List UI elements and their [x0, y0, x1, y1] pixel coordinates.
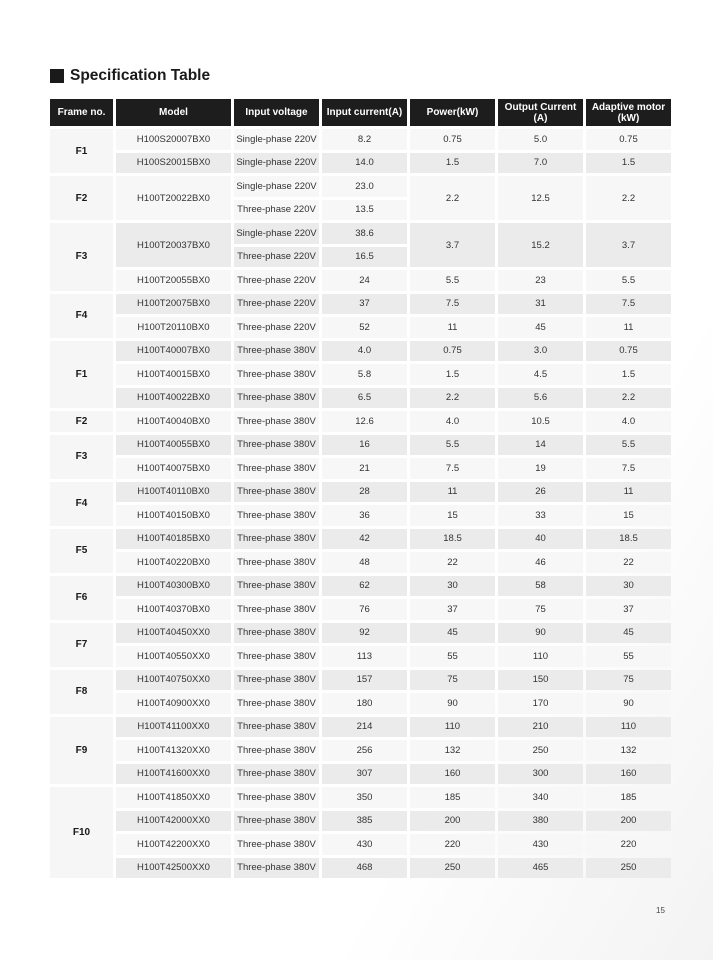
output-cell: 26: [498, 482, 583, 503]
power-cell: 1.5: [410, 364, 495, 385]
motor-cell: 200: [586, 811, 671, 832]
voltage-cell: Single-phase 220V: [234, 176, 319, 197]
table-row: [50, 552, 671, 573]
table-row: [50, 435, 671, 456]
model-cell: H100T20110BX0: [116, 317, 231, 338]
current-cell: 62: [322, 576, 407, 597]
motor-cell: 0.75: [586, 129, 671, 150]
header-frame: Frame no.: [50, 99, 113, 126]
motor-cell: 11: [586, 317, 671, 338]
model-cell: H100T40900XX0: [116, 693, 231, 714]
current-cell: 8.2: [322, 129, 407, 150]
frame-cell: F3: [50, 223, 113, 291]
table-row: [50, 858, 671, 879]
motor-cell: 37: [586, 599, 671, 620]
table-header-row: [50, 99, 671, 126]
power-cell: 22: [410, 552, 495, 573]
power-cell: 110: [410, 717, 495, 738]
current-cell: 16.5: [322, 247, 407, 268]
power-cell: 0.75: [410, 129, 495, 150]
model-cell: H100T40370BX0: [116, 599, 231, 620]
section-heading: [50, 66, 210, 86]
table-row: [50, 270, 671, 291]
voltage-cell: Three-phase 380V: [234, 458, 319, 479]
model-cell: H100T40040BX0: [116, 411, 231, 432]
current-cell: 5.8: [322, 364, 407, 385]
output-cell: 46: [498, 552, 583, 573]
frame-cell: F4: [50, 294, 113, 338]
motor-cell: 11: [586, 482, 671, 503]
model-cell: H100T40450XX0: [116, 623, 231, 644]
table-row: [50, 153, 671, 174]
model-cell: H100T41320XX0: [116, 740, 231, 761]
table-row: [50, 317, 671, 338]
current-cell: 37: [322, 294, 407, 315]
motor-cell: 7.5: [586, 458, 671, 479]
motor-cell: 45: [586, 623, 671, 644]
current-cell: 350: [322, 787, 407, 808]
power-cell: 160: [410, 764, 495, 785]
power-cell: 0.75: [410, 341, 495, 362]
motor-cell: 1.5: [586, 364, 671, 385]
output-cell: 150: [498, 670, 583, 691]
current-cell: 113: [322, 646, 407, 667]
motor-cell: 30: [586, 576, 671, 597]
page-title: Specification Table: [70, 67, 211, 84]
model-cell: H100T40750XX0: [116, 670, 231, 691]
power-cell: 30: [410, 576, 495, 597]
output-cell: 58: [498, 576, 583, 597]
power-cell: 5.5: [410, 435, 495, 456]
current-cell: 6.5: [322, 388, 407, 409]
power-cell: 90: [410, 693, 495, 714]
power-cell: 11: [410, 317, 495, 338]
output-cell: 14: [498, 435, 583, 456]
motor-cell: 90: [586, 693, 671, 714]
motor-cell: 2.2: [586, 388, 671, 409]
table-row: [50, 811, 671, 832]
motor-cell: 0.75: [586, 341, 671, 362]
frame-cell: F5: [50, 529, 113, 573]
voltage-cell: Three-phase 220V: [234, 317, 319, 338]
power-cell: 4.0: [410, 411, 495, 432]
power-cell: 55: [410, 646, 495, 667]
output-cell: 10.5: [498, 411, 583, 432]
frame-cell: F10: [50, 787, 113, 878]
voltage-cell: Single-phase 220V: [234, 223, 319, 244]
header-output-current: Output Current (A): [498, 99, 583, 126]
model-cell: H100T40075BX0: [116, 458, 231, 479]
model-cell: H100T40055BX0: [116, 435, 231, 456]
motor-cell: 55: [586, 646, 671, 667]
output-cell: 465: [498, 858, 583, 879]
voltage-cell: Three-phase 380V: [234, 717, 319, 738]
table-row: [50, 388, 671, 409]
current-cell: 36: [322, 505, 407, 526]
output-cell: 5.6: [498, 388, 583, 409]
output-cell: 210: [498, 717, 583, 738]
model-cell: H100T40220BX0: [116, 552, 231, 573]
motor-cell: 75: [586, 670, 671, 691]
frame-cell: F9: [50, 717, 113, 785]
motor-cell: 22: [586, 552, 671, 573]
voltage-cell: Three-phase 380V: [234, 811, 319, 832]
output-cell: 40: [498, 529, 583, 550]
power-cell: 45: [410, 623, 495, 644]
voltage-cell: Three-phase 380V: [234, 834, 319, 855]
output-cell: 15.2: [498, 223, 583, 267]
current-cell: 52: [322, 317, 407, 338]
motor-cell: 132: [586, 740, 671, 761]
model-cell: H100T41100XX0: [116, 717, 231, 738]
voltage-cell: Three-phase 380V: [234, 599, 319, 620]
power-cell: 7.5: [410, 294, 495, 315]
power-cell: 200: [410, 811, 495, 832]
model-cell: H100T40110BX0: [116, 482, 231, 503]
motor-cell: 3.7: [586, 223, 671, 267]
table-row: [50, 341, 671, 362]
output-cell: 33: [498, 505, 583, 526]
output-cell: 380: [498, 811, 583, 832]
voltage-cell: Three-phase 380V: [234, 693, 319, 714]
model-cell: H100T40150BX0: [116, 505, 231, 526]
table-row: [50, 670, 671, 691]
current-cell: 38.6: [322, 223, 407, 244]
motor-cell: 4.0: [586, 411, 671, 432]
power-cell: 2.2: [410, 388, 495, 409]
current-cell: 23.0: [322, 176, 407, 197]
power-cell: 1.5: [410, 153, 495, 174]
model-cell: H100T20075BX0: [116, 294, 231, 315]
output-cell: 19: [498, 458, 583, 479]
output-cell: 12.5: [498, 176, 583, 220]
frame-cell: F8: [50, 670, 113, 714]
model-cell: H100T40185BX0: [116, 529, 231, 550]
power-cell: 250: [410, 858, 495, 879]
current-cell: 21: [322, 458, 407, 479]
frame-cell: F3: [50, 435, 113, 479]
table-row: [50, 364, 671, 385]
table-row: [50, 294, 671, 315]
current-cell: 385: [322, 811, 407, 832]
voltage-cell: Single-phase 220V: [234, 153, 319, 174]
current-cell: 4.0: [322, 341, 407, 362]
motor-cell: 1.5: [586, 153, 671, 174]
table-row: [50, 764, 671, 785]
header-input-voltage: Input voltage: [234, 99, 319, 126]
output-cell: 90: [498, 623, 583, 644]
output-cell: 110: [498, 646, 583, 667]
table-row: [50, 834, 671, 855]
output-cell: 170: [498, 693, 583, 714]
voltage-cell: Three-phase 380V: [234, 858, 319, 879]
motor-cell: 185: [586, 787, 671, 808]
motor-cell: 220: [586, 834, 671, 855]
header-power: Power(kW): [410, 99, 495, 126]
output-cell: 75: [498, 599, 583, 620]
voltage-cell: Single-phase 220V: [234, 129, 319, 150]
page-number: 15: [656, 906, 665, 915]
motor-cell: 15: [586, 505, 671, 526]
frame-cell: F4: [50, 482, 113, 526]
voltage-cell: Three-phase 380V: [234, 364, 319, 385]
table-row: [50, 529, 671, 550]
table-row: [50, 623, 671, 644]
model-cell: H100T42000XX0: [116, 811, 231, 832]
output-cell: 7.0: [498, 153, 583, 174]
voltage-cell: Three-phase 380V: [234, 740, 319, 761]
voltage-cell: Three-phase 380V: [234, 505, 319, 526]
voltage-cell: Three-phase 220V: [234, 200, 319, 221]
output-cell: 45: [498, 317, 583, 338]
current-cell: 468: [322, 858, 407, 879]
model-cell: H100T40007BX0: [116, 341, 231, 362]
voltage-cell: Three-phase 380V: [234, 552, 319, 573]
frame-cell: F1: [50, 129, 113, 173]
motor-cell: 110: [586, 717, 671, 738]
table-row: [50, 693, 671, 714]
table-row: [50, 458, 671, 479]
power-cell: 18.5: [410, 529, 495, 550]
model-cell: H100T40015BX0: [116, 364, 231, 385]
current-cell: 214: [322, 717, 407, 738]
model-cell: H100S20007BX0: [116, 129, 231, 150]
model-cell: H100T20022BX0: [116, 176, 231, 220]
current-cell: 28: [322, 482, 407, 503]
motor-cell: 18.5: [586, 529, 671, 550]
current-cell: 307: [322, 764, 407, 785]
specification-table: [47, 96, 674, 881]
table-row: [50, 482, 671, 503]
table-row: [50, 129, 671, 150]
frame-cell: F6: [50, 576, 113, 620]
voltage-cell: Three-phase 220V: [234, 247, 319, 268]
voltage-cell: Three-phase 380V: [234, 764, 319, 785]
model-cell: H100T41600XX0: [116, 764, 231, 785]
table-row: [50, 646, 671, 667]
table-row: [50, 176, 671, 197]
current-cell: 157: [322, 670, 407, 691]
model-cell: H100T20055BX0: [116, 270, 231, 291]
current-cell: 13.5: [322, 200, 407, 221]
model-cell: H100T42200XX0: [116, 834, 231, 855]
voltage-cell: Three-phase 220V: [234, 270, 319, 291]
current-cell: 430: [322, 834, 407, 855]
voltage-cell: Three-phase 380V: [234, 670, 319, 691]
current-cell: 48: [322, 552, 407, 573]
current-cell: 92: [322, 623, 407, 644]
model-cell: H100T40022BX0: [116, 388, 231, 409]
model-cell: H100T40300BX0: [116, 576, 231, 597]
motor-cell: 7.5: [586, 294, 671, 315]
output-cell: 250: [498, 740, 583, 761]
power-cell: 7.5: [410, 458, 495, 479]
model-cell: H100S20015BX0: [116, 153, 231, 174]
header-adaptive-motor: Adaptive motor (kW): [586, 99, 671, 126]
current-cell: 180: [322, 693, 407, 714]
power-cell: 15: [410, 505, 495, 526]
output-cell: 31: [498, 294, 583, 315]
current-cell: 12.6: [322, 411, 407, 432]
voltage-cell: Three-phase 380V: [234, 787, 319, 808]
table-row: [50, 505, 671, 526]
table-row: [50, 599, 671, 620]
voltage-cell: Three-phase 380V: [234, 576, 319, 597]
current-cell: 256: [322, 740, 407, 761]
voltage-cell: Three-phase 380V: [234, 411, 319, 432]
table-row: [50, 411, 671, 432]
power-cell: 3.7: [410, 223, 495, 267]
model-cell: H100T20037BX0: [116, 223, 231, 267]
motor-cell: 160: [586, 764, 671, 785]
voltage-cell: Three-phase 380V: [234, 646, 319, 667]
voltage-cell: Three-phase 380V: [234, 482, 319, 503]
current-cell: 24: [322, 270, 407, 291]
table-row: [50, 787, 671, 808]
power-cell: 185: [410, 787, 495, 808]
voltage-cell: Three-phase 220V: [234, 294, 319, 315]
output-cell: 5.0: [498, 129, 583, 150]
power-cell: 132: [410, 740, 495, 761]
power-cell: 37: [410, 599, 495, 620]
frame-cell: F1: [50, 341, 113, 409]
model-cell: H100T41850XX0: [116, 787, 231, 808]
output-cell: 430: [498, 834, 583, 855]
output-cell: 4.5: [498, 364, 583, 385]
model-cell: H100T40550XX0: [116, 646, 231, 667]
header-input-current: Input current(A): [322, 99, 407, 126]
voltage-cell: Three-phase 380V: [234, 435, 319, 456]
power-cell: 220: [410, 834, 495, 855]
output-cell: 3.0: [498, 341, 583, 362]
current-cell: 42: [322, 529, 407, 550]
motor-cell: 5.5: [586, 435, 671, 456]
output-cell: 340: [498, 787, 583, 808]
output-cell: 23: [498, 270, 583, 291]
current-cell: 76: [322, 599, 407, 620]
current-cell: 16: [322, 435, 407, 456]
table-row: [50, 740, 671, 761]
motor-cell: 2.2: [586, 176, 671, 220]
voltage-cell: Three-phase 380V: [234, 529, 319, 550]
voltage-cell: Three-phase 380V: [234, 341, 319, 362]
table-row: [50, 717, 671, 738]
power-cell: 2.2: [410, 176, 495, 220]
model-cell: H100T42500XX0: [116, 858, 231, 879]
heading-square-icon: [50, 69, 64, 83]
output-cell: 300: [498, 764, 583, 785]
voltage-cell: Three-phase 380V: [234, 623, 319, 644]
motor-cell: 5.5: [586, 270, 671, 291]
voltage-cell: Three-phase 380V: [234, 388, 319, 409]
frame-cell: F2: [50, 411, 113, 432]
power-cell: 75: [410, 670, 495, 691]
power-cell: 5.5: [410, 270, 495, 291]
current-cell: 14.0: [322, 153, 407, 174]
power-cell: 11: [410, 482, 495, 503]
table-row: [50, 576, 671, 597]
motor-cell: 250: [586, 858, 671, 879]
table-row: [50, 223, 671, 244]
frame-cell: F7: [50, 623, 113, 667]
header-model: Model: [116, 99, 231, 126]
frame-cell: F2: [50, 176, 113, 220]
